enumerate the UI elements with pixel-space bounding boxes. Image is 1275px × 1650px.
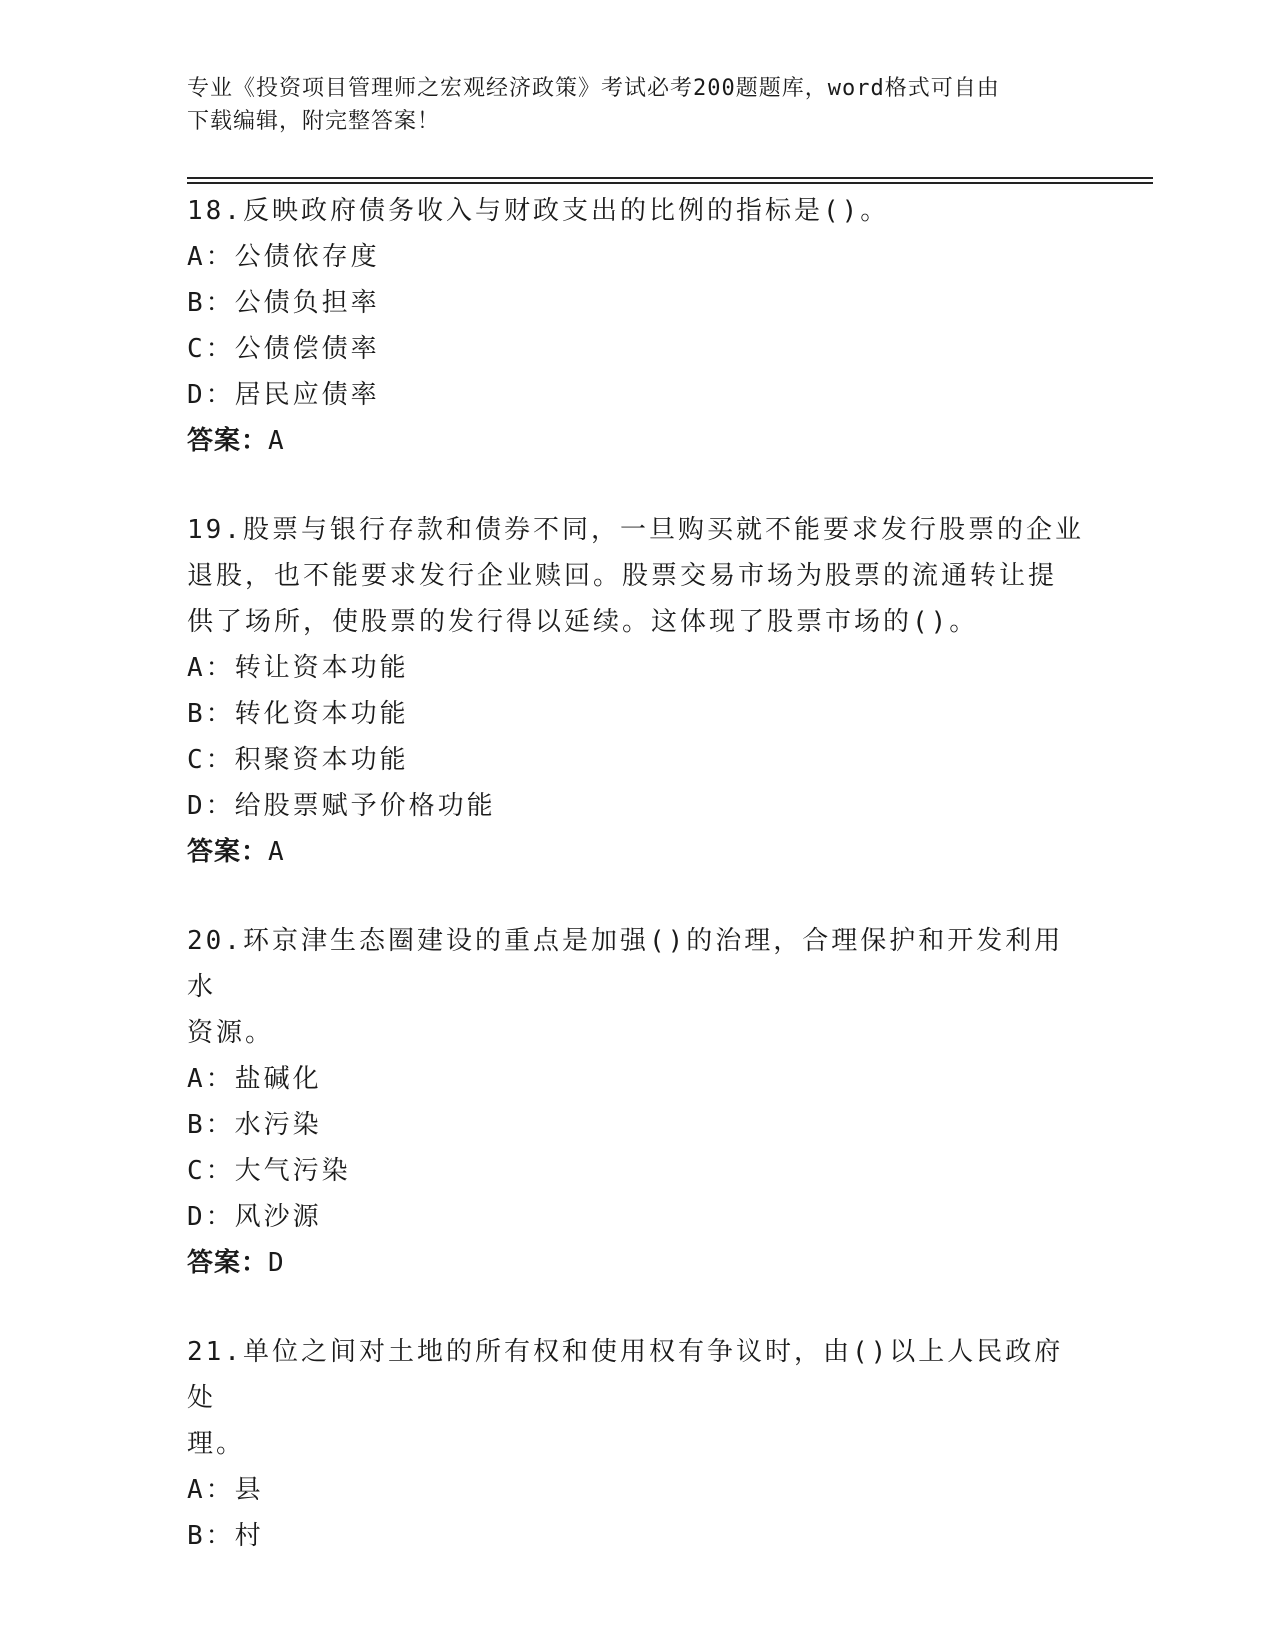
option-d: D：风沙源 [187,1202,322,1232]
option-d: D：给股票赋予价格功能 [187,791,496,821]
option-b: B：转化资本功能 [187,699,409,729]
answer-value: A [268,837,285,867]
question-list [187,188,1087,1559]
option-a: A：公债依存度 [187,242,380,272]
question-19 [187,507,1087,875]
document-header [187,72,1087,138]
header-divider-bottom [187,182,1153,184]
question-text-line-1: 21.单位之间对土地的所有权和使用权有争议时，由()以上人民政府处 [187,1337,1064,1413]
option-c: C：大气污染 [187,1156,351,1186]
answer-line [187,829,1087,875]
question-21 [187,1329,1087,1559]
question-text-line-2: 理。 [187,1429,246,1459]
header-divider-top [187,177,1153,179]
option-c: C：公债偿债率 [187,334,380,364]
option-a: A：盐碱化 [187,1064,322,1094]
option-b: B：村 [187,1521,264,1551]
question-text-line-1: 20.环京津生态圈建设的重点是加强()的治理，合理保护和开发利用水 [187,926,1064,1002]
question-text-line-1: 19.股票与银行存款和债券不同，一旦购买就不能要求发行股票的企业 [187,515,1084,545]
question-18 [187,188,1087,464]
answer-value: A [268,426,285,456]
question-text-line-2: 退股，也不能要求发行企业赎回。股票交易市场为股票的流通转让提 [187,561,1058,591]
option-a: A：县 [187,1475,264,1505]
option-b: B：公债负担率 [187,288,380,318]
question-text-line-3: 供了场所，使股票的发行得以延续。这体现了股票市场的()。 [187,607,979,637]
question-text: 18.反映政府债务收入与财政支出的比例的指标是()。 [187,196,890,226]
answer-value: D [268,1248,285,1278]
option-a: A：转让资本功能 [187,653,409,683]
answer-label: 答案： [187,1248,269,1278]
answer-line [187,1240,1087,1286]
question-text-line-2: 资源。 [187,1018,275,1048]
header-line-1: 专业《投资项目管理师之宏观经济政策》考试必考200题题库，word格式可自由 [187,76,1000,101]
answer-label: 答案： [187,426,269,456]
answer-label: 答案： [187,837,269,867]
option-c: C：积聚资本功能 [187,745,409,775]
answer-line [187,418,1087,464]
option-d: D：居民应债率 [187,380,380,410]
option-b: B：水污染 [187,1110,322,1140]
question-20 [187,918,1087,1286]
header-line-2: 下载编辑，附完整答案！ [187,109,441,134]
